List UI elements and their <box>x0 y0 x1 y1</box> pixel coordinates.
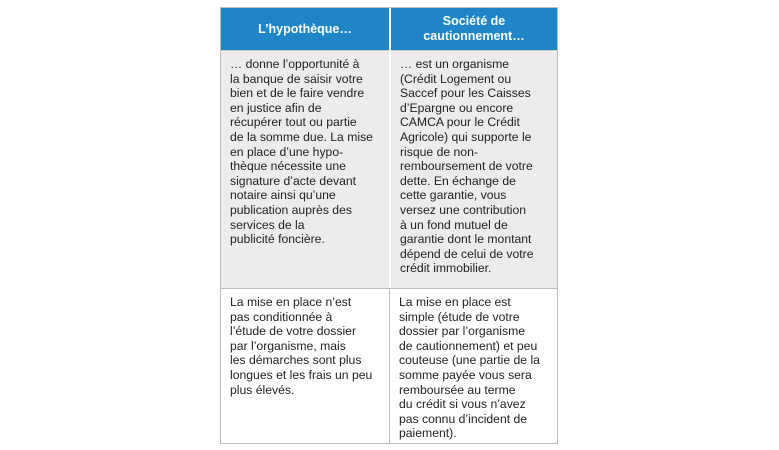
cell-cautionnement-mise-en-place: La mise en place est simple (étude de votre dossier par l’organisme de cautionnement) et peu couteuse (une partie de la somme payée vous sera remboursée au terme du crédit si vous n’avez pas connu d’incident de paiement). <box>389 289 557 443</box>
header-hypotheque-label: L’hypothèque… <box>258 21 352 36</box>
header-societe-cautionnement <box>389 8 557 50</box>
cell-hypotheque-definition: … donne l’opportunité à la banque de saisir votre bien et de le faire vendre en justice afin de récupérer tout ou partie de la somme due. La mise en place d’une hypo- thèque nécessite une signature d’acte devant notaire ainsi qu’une publication auprès des services de la publicité foncière. <box>230 57 373 247</box>
cell-hypotheque-mise-en-place: La mise en place n’est pas conditionnée à l’étude de votre dossier par l’organisme, mais les démarches sont plus longues et les frais un peu plus élevés. <box>230 295 373 397</box>
table-row-mise-en-place <box>221 288 557 443</box>
header-hypotheque <box>221 8 389 50</box>
header-societe-cautionnement-label: Société de cautionnement… <box>423 14 525 43</box>
table-header-row <box>221 8 557 50</box>
cell-cautionnement-definition: … est un organisme (Crédit Logement ou Saccef pour les Caisses d’Epargne ou encore CAMCA pour le Crédit Agricole) qui supporte le risque de non- remboursement de votre dette. En échange de cette garantie, vous versez une contribution à un fond mutuel de garantie dont le montant dépend de celui de votre crédit immobilier. <box>389 51 557 288</box>
table-row-definition <box>221 50 557 288</box>
comparison-table <box>220 7 558 444</box>
